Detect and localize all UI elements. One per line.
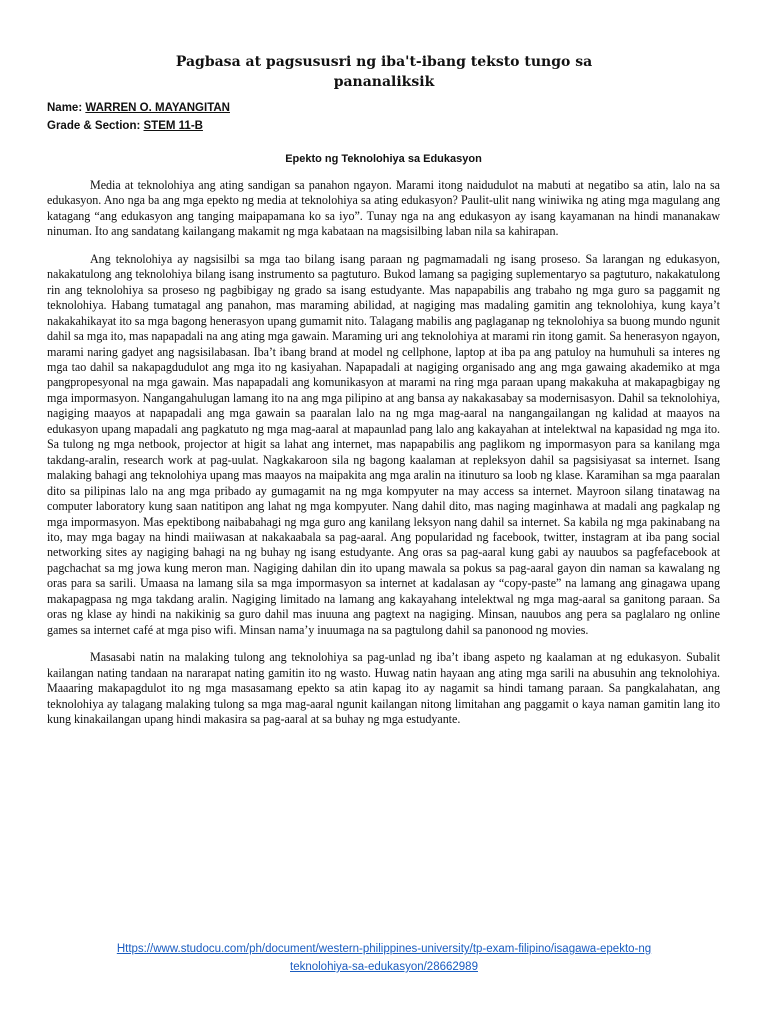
name-row [47, 99, 230, 117]
document-title-line-1: Pagbasa at pagsususri ng iba't-ibang teksto tungo sa [175, 54, 593, 70]
grade-section-row [47, 117, 230, 135]
source-citation [60, 940, 708, 976]
source-link-line-2[interactable]: teknolohiya-sa-edukasyon/28662989 [290, 961, 478, 973]
source-link-line-1[interactable]: Https://www.studocu.com/ph/document/western-philippines-university/tp-exam-filipino/isagawa-epekto-ng [116, 943, 652, 955]
essay-body [47, 178, 720, 739]
document-title-line-2: pananaliksik [333, 74, 435, 90]
paragraph-1: Media at teknolohiya ang ating sandigan sa panahon ngayon. Marami itong naidudulot na mabuti at negatibo sa atin, lalo na sa edukasyon. Ano nga ba ang mga epekto ng media at teknolohiya sa ating edukasyon? Paulit-ulit nang winiwika ng ating mga magulang ang katagang “ang edukasyon ang tanging maipapamana ko sa iyo”. Tunay nga na ang edukasyon ay isang kayamanan na hindi mananakaw ninuman. Ito ang sandatang kailangang makamit ng mga kabataan na magsisilbing laban nila sa kahirapan. [47, 178, 720, 239]
student-info [47, 99, 230, 135]
document-title [60, 52, 708, 92]
paragraph-2: Ang teknolohiya ay nagsisilbi sa mga tao bilang isang paraan ng pagmamadali ng isang proseso. Sa larangan ng edukasyon, nakakatulong ang teknolohiya bilang isang instrumento sa pagtuturo. Bukod lamang sa pagiging suplementaryo sa pagtuturo, nakakatulong rin ang teknolohiya sa proseso ng pagbibigay ng grado sa isang estudyante. Mas napapabilis ang trabaho ng mga guro sa paggamit ng teknolohiya. Habang tumatagal ang panahon, mas maraming abilidad, at nagiging mas madaling gamitin ang teknolohiya, kung kaya’t nakakahikayat ito sa mga bagong henerasyon upang gumamit nito. Talagang mabilis ang paglaganap ng teknolohiya sa buong mundo ngunit dahil sa mga ito, mas napapadali na ang ating mga gawain. Maraming uri ang teknolohiya at marami rin itong gamit. Sa henerasyon ngayon, marami naring gadyet ang nagsisilabasan. Iba’t ibang brand at model ng cellphone, laptop at iba pa ang patuloy na humuhuli sa interes ng mga tao dahil sa nakapagdudulot ang mga ito ng kasiyahan. Napapadali at nagiging organisado ang ang mga gawaing akademiko at mga pangpropesyonal na mga gawain. Mas napapadali ang komunikasyon at marami na ring mga paraan upang makakuha at makapagbigay ng mga impormasyon. Nangangahulugan lamang ito na ang mga pilipino at ang bansa ay nakakasabay sa modernisasyon. Dahil sa teknolohiya, nagiging maayos at napapadali ang mga gawain sa paaralan lalo na ng mga mag-aaral na nangangailangan ng kalidad at maayos na edukasyon upang mapadali ang pagkatuto ng mga mag-aaral at mapaunlad pang lalo ang kakayahan at intelektwal na kapasidad ng mga ito. Sa tulong ng mga netbook, projector at higit sa lahat ang internet, mas napapabilis ang paglikom ng impormasyon para sa kanilang mga takdang-aralin, research work at pag-uulat. Nagkakaroon sila ng bagong kaalaman at repleksyon dahil sa pagsisiyasat sa internet. Isang malaking bahagi ang teknolohiya upang mas maayos na maipakita ang mga aralin na itinuturo sa loob ng klase. Karamihan sa mga paaralan dito sa pilipinas lalo na ang mga pribado ay gumagamit na ng mga kompyuter na may access sa internet. Mayroon silang tinatawag na computer laboratory kung saan natitipon ang lahat ng mga kompyuter. Nang dahil dito, mas naging maginhawa at madali ang pagkalap ng mga impormasyon. Mas epektibong naibabahagi ng mga guro ang kanilang leksyon nang dahil sa internet. Sa kabila ng mga pakinabang na ito, may mga bagay na hindi maiiwasan at nakakaabala sa pag-aaral. Ang popularidad ng facebook, twitter, instagram at iba pang social networking sites ay nagiging bahagi na ng buhay ng isang estudyante. Ang oras sa pag-aaral kung gabi ay nauubos sa pagfefacebook at pagchachat sa mg jowa kung meron man. Nagiging dahilan din ito upang mawala sa pokus sa pag-aaral gayon din naman sa kawalang ng oras para sa sarili. Umaasa na lamang sila sa mga impormasyon sa internet at kadalasan ay “copy-paste” na lamang ang ginagawa upang makapagpasa ng mga takdang aralin. Nagiging limitado na lamang ang kakayahang intelektwal ng mga mag-aaral sa ganitong paraan. Sa oras ng klase ay hindi na nakikinig sa guro dahil mas inuuna ang pagtext na nagiging. Minsan, nauubos ang pera sa paglalaro ng online games sa internet café at mga piso wifi. Minsan nama’y inuumaga na sa pagtulong dahil sa panonood ng movies. [47, 251, 721, 637]
grade-section-label: Grade & Section: [47, 120, 141, 132]
paragraph-3: Masasabi natin na malaking tulong ang teknolohiya sa pag-unlad ng iba’t ibang aspeto ng kaalaman at ng edukasyon. Subalit kailangan nating tandaan na nararapat nating gamitin ito ng wasto. Huwag natin hayaan ang ating mga sarili na abusuhin ang teknolohiya. Maaaring makapagdulot ito ng mga masasamang epekto sa atin kapag ito ay nagamit sa hindi tamang paraan. Sa pangkalahatan, ang teknolohiya ay talagang malaking tulong sa mga mag-aaral ngunit kailangan nitong limitahan ang paggamit o kaya naman gamitin lang ito kung kinakailangan upang hindi makasira sa pag-aaral at sa buhay ng mga estudyante. [47, 650, 720, 726]
grade-section-value: STEM 11-B [143, 120, 203, 132]
name-value: WARREN O. MAYANGITAN [85, 102, 230, 114]
name-label: Name: [47, 102, 83, 114]
essay-title: Epekto ng Teknolohiya sa Edukasyon [285, 153, 482, 165]
